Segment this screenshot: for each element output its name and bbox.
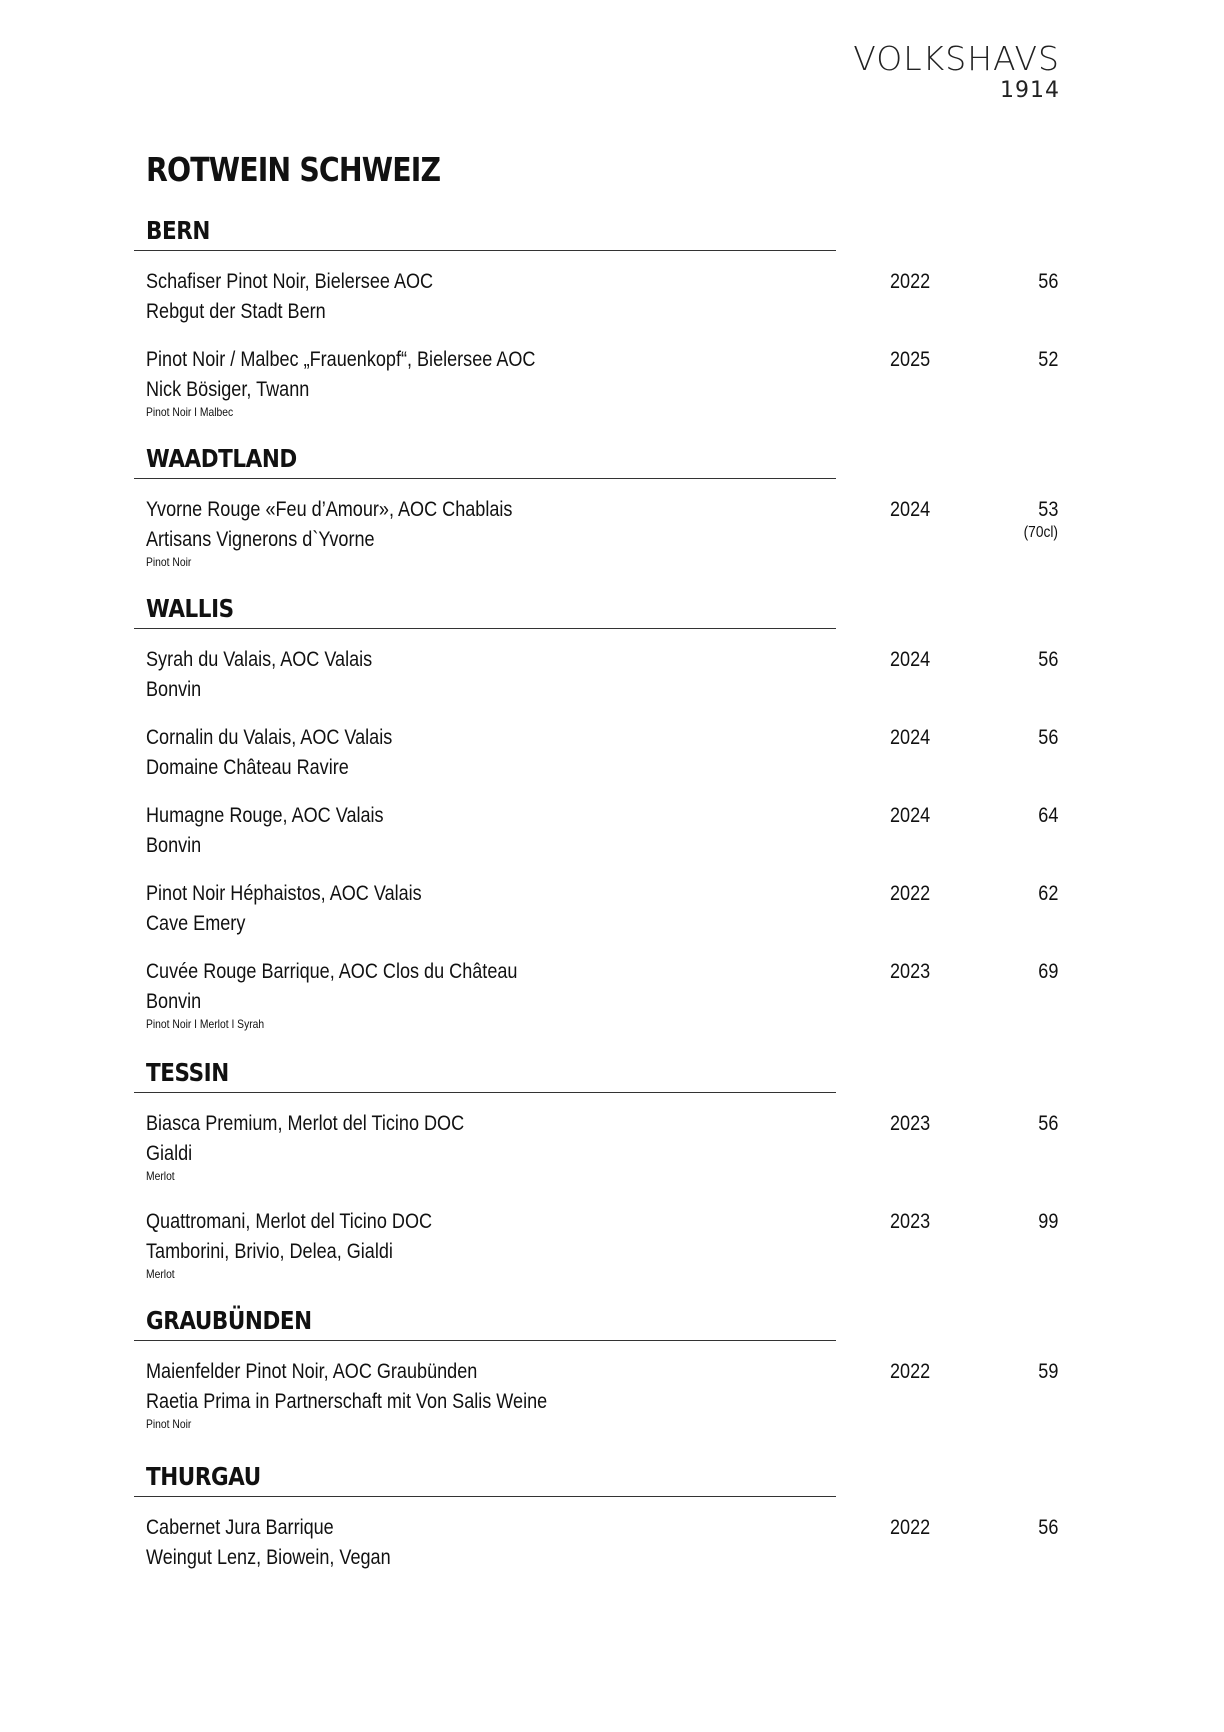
wine-vintage: 2022 bbox=[890, 882, 931, 905]
wine-volume: (70cl) bbox=[1023, 524, 1058, 541]
brand-name: VOLKSHAVS bbox=[853, 39, 1060, 78]
wine-vintage: 2022 bbox=[890, 1360, 931, 1383]
wine-name: Biasca Premium, Merlot del Ticino DOC bbox=[146, 1112, 465, 1135]
wine-name: Maienfelder Pinot Noir, AOC Graubünden bbox=[146, 1360, 478, 1383]
wine-item bbox=[134, 495, 1058, 573]
wine-price: 56 bbox=[1037, 648, 1058, 671]
wine-item bbox=[134, 645, 1058, 723]
wine-price: 56 bbox=[1037, 1516, 1058, 1539]
wine-vintage: 2024 bbox=[890, 726, 931, 749]
wine-producer: Domaine Château Ravire bbox=[146, 756, 349, 779]
wine-name: Cuvée Rouge Barrique, AOC Clos du Château bbox=[146, 960, 518, 983]
wine-name: Humagne Rouge, AOC Valais bbox=[146, 804, 384, 827]
wine-item bbox=[134, 1207, 1058, 1285]
wine-name: Cornalin du Valais, AOC Valais bbox=[146, 726, 393, 749]
section-tessin bbox=[134, 1058, 1058, 1285]
wine-vintage: 2023 bbox=[890, 1210, 931, 1233]
wine-item bbox=[134, 1357, 1058, 1435]
wine-name: Pinot Noir Héphaistos, AOC Valais bbox=[146, 882, 422, 905]
wine-name: Syrah du Valais, AOC Valais bbox=[146, 648, 373, 671]
wine-grapes: Pinot Noir I Merlot I Syrah bbox=[146, 1017, 265, 1031]
wine-producer: Tamborini, Brivio, Delea, Gialdi bbox=[146, 1240, 393, 1263]
wine-price: 99 bbox=[1037, 1210, 1058, 1233]
wine-price: 59 bbox=[1037, 1360, 1058, 1383]
wine-producer: Artisans Vignerons d`Yvorne bbox=[146, 528, 375, 551]
wine-vintage: 2022 bbox=[890, 1516, 931, 1539]
section-thurgau bbox=[134, 1462, 1058, 1591]
wine-item bbox=[134, 957, 1058, 1035]
region-heading: WALLIS bbox=[134, 594, 836, 629]
wine-price: 56 bbox=[1037, 270, 1058, 293]
wine-name: Pinot Noir / Malbec „Frauenkopf“, Bielersee AOC bbox=[146, 348, 536, 371]
wine-grapes: Pinot Noir bbox=[146, 555, 192, 569]
wine-price: 53 bbox=[1037, 498, 1058, 521]
brand-year: 1914 bbox=[1000, 78, 1060, 103]
wine-price: 56 bbox=[1037, 726, 1058, 749]
region-heading: GRAUBÜNDEN bbox=[134, 1306, 836, 1341]
wine-price: 64 bbox=[1037, 804, 1058, 827]
brand-logo bbox=[853, 40, 1060, 104]
section-bern bbox=[134, 216, 1058, 423]
wine-producer: Raetia Prima in Partnerschaft mit Von Salis Weine bbox=[146, 1390, 548, 1413]
wine-name: Quattromani, Merlot del Ticino DOC bbox=[146, 1210, 433, 1233]
region-heading: TESSIN bbox=[134, 1058, 836, 1093]
wine-producer: Weingut Lenz, Biowein, Vegan bbox=[146, 1546, 391, 1569]
wine-vintage: 2025 bbox=[890, 348, 931, 371]
wine-name: Cabernet Jura Barrique bbox=[146, 1516, 334, 1539]
wine-vintage: 2024 bbox=[890, 648, 931, 671]
wine-vintage: 2023 bbox=[890, 1112, 931, 1135]
wine-vintage: 2024 bbox=[890, 804, 931, 827]
section-graubuenden bbox=[134, 1306, 1058, 1435]
wine-grapes: Merlot bbox=[146, 1267, 175, 1281]
page-title: ROTWEIN SCHWEIZ bbox=[146, 150, 441, 189]
wine-price: 56 bbox=[1037, 1112, 1058, 1135]
wine-price: 62 bbox=[1037, 882, 1058, 905]
wine-price: 52 bbox=[1037, 348, 1058, 371]
wine-item bbox=[134, 1513, 1058, 1591]
wine-producer: Cave Emery bbox=[146, 912, 246, 935]
wine-producer: Bonvin bbox=[146, 678, 202, 701]
wine-item bbox=[134, 723, 1058, 801]
wine-price: 69 bbox=[1037, 960, 1058, 983]
wine-producer: Bonvin bbox=[146, 990, 202, 1013]
section-waadtland bbox=[134, 444, 1058, 573]
wine-item bbox=[134, 267, 1058, 345]
wine-item bbox=[134, 1109, 1058, 1207]
wine-grapes: Pinot Noir bbox=[146, 1417, 192, 1431]
wine-grapes: Merlot bbox=[146, 1169, 175, 1183]
wine-producer: Gialdi bbox=[146, 1142, 193, 1165]
wine-name: Yvorne Rouge «Feu d’Amour», AOC Chablais bbox=[146, 498, 513, 521]
region-heading: THURGAU bbox=[134, 1462, 836, 1497]
wine-name: Schafiser Pinot Noir, Bielersee AOC bbox=[146, 270, 434, 293]
wine-item bbox=[134, 345, 1058, 423]
region-heading: BERN bbox=[134, 216, 836, 251]
wine-vintage: 2023 bbox=[890, 960, 931, 983]
wine-item bbox=[134, 801, 1058, 879]
wine-vintage: 2024 bbox=[890, 498, 931, 521]
wine-item bbox=[134, 879, 1058, 957]
wine-producer: Nick Bösiger, Twann bbox=[146, 378, 310, 401]
wine-producer: Bonvin bbox=[146, 834, 202, 857]
wine-grapes: Pinot Noir I Malbec bbox=[146, 405, 234, 419]
wine-vintage: 2022 bbox=[890, 270, 931, 293]
region-heading: WAADTLAND bbox=[134, 444, 836, 479]
wine-producer: Rebgut der Stadt Bern bbox=[146, 300, 326, 323]
section-wallis bbox=[134, 594, 1058, 1035]
